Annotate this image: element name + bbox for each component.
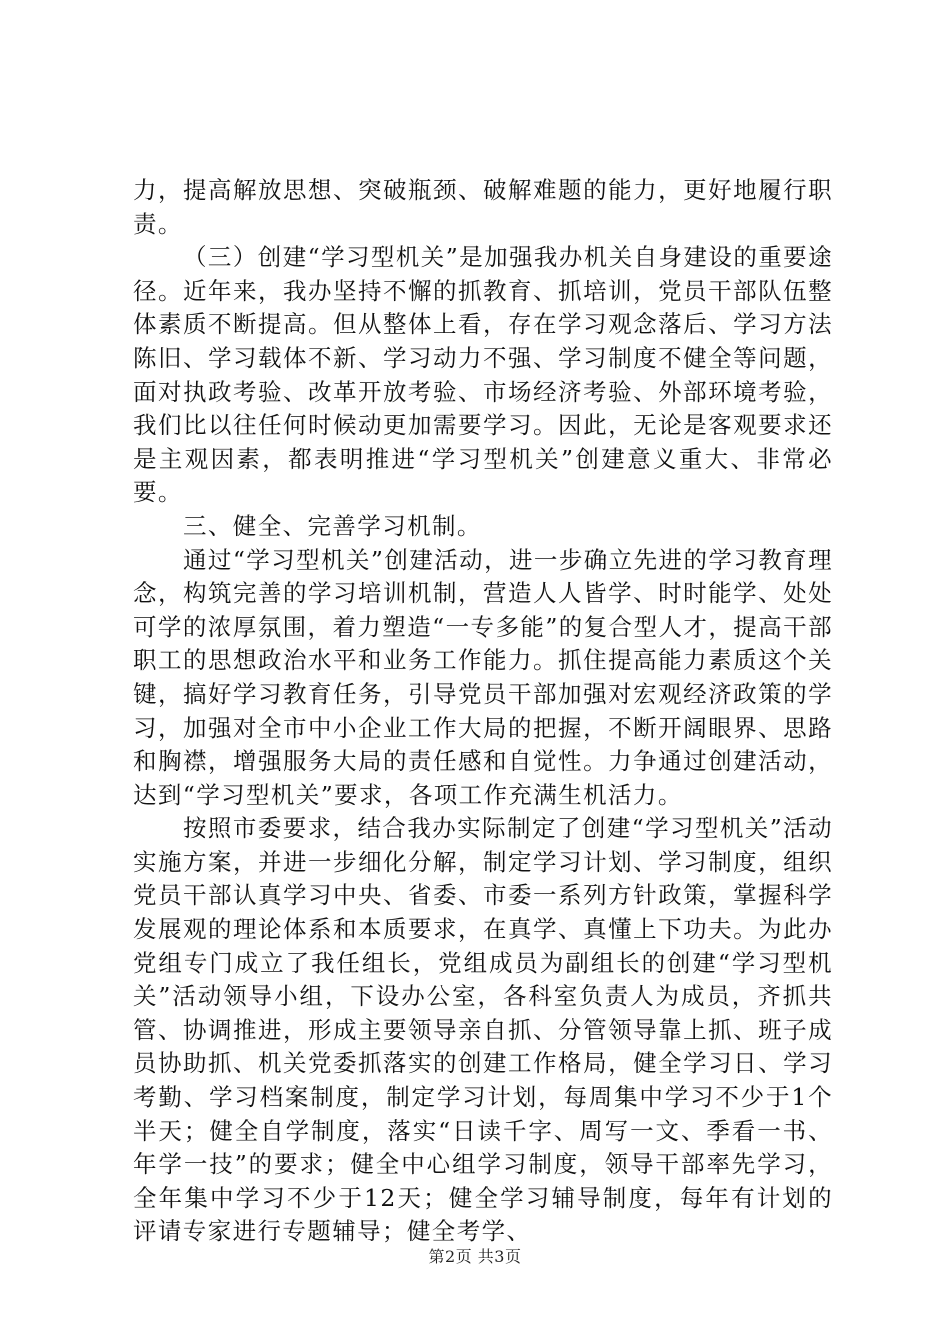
page-footer: 第2页 共3页 bbox=[428, 1247, 522, 1266]
paragraph-implementation: 按照市委要求，结合我办实际制定了创建“学习型机关”活动实施方案，并进一步细化分解，制定学习计划、学习制度，组织党员干部认真学习中央、省委、市委一系列方针政策，掌握科学发展观的理论体系和本质要求，在真学、真懂上下功夫。为此办党组专门成立了我任组长，党组成员为副组长的创建“学习型机关”活动领导小组，下设办公室，各科室负责人为成员，齐抓共管、协调推进，形成主要领导亲自抓、分管领导靠上抓、班子成员协助抓、机关党委抓落实的创建工作格局，健全学习日、学习考勤、学习档案制度，制定学习计划，每周集中学习不少于1个半天；健全自学制度，落实“日读千字、周写一文、季看一书、年学一技”的要求；健全中心组学习制度，领导干部率先学习，全年集中学习不少于12天；健全学习辅导制度，每年有计划的评请专家进行专题辅导；健全考学、 bbox=[133, 814, 833, 1246]
section-heading: 三、健全、完善学习机制。 bbox=[183, 511, 482, 540]
paragraph-goals: 通过“学习型机关”创建活动，进一步确立先进的学习教育理念，构筑完善的学习培训机制，营造人人皆学、时时能学、处处可学的浓厚氛围，着力塑造“一专多能”的复合型人才，提高干部职工的思想政治水平和业务工作能力。抓住提高能力素质这个关键，搞好学习教育任务，引导党员干部加强对宏观经济政策的学习，加强对全市中小企业工作大局的把握，不断开阔眼界、思路和胸襟，增强服务大局的责任感和自觉性。力争通过创建活动，达到“学习型机关”要求，各项工作充满生机活力。 bbox=[133, 545, 833, 809]
paragraph-section-three-point: （三）创建“学习型机关”是加强我办机关自身建设的重要途径。近年来，我办坚持不懈的抓教育、抓培训，党员干部队伍整体素质不断提高。但从整体上看，存在学习观念落后、学习方法陈旧、学习载体不新、学习动力不强、学习制度不健全等问题，面对执政考验、改革开放考验、市场经济考验、外部环境考验，我们比以往任何时候动更加需要学习。因此，无论是客观要求还是主观因素，都表明推进“学习型机关”创建意义重大、非常必要。 bbox=[133, 243, 833, 507]
paragraph-continuation: 力，提高解放思想、突破瓶颈、破解难题的能力，更好地履行职责。 bbox=[133, 176, 833, 238]
document-body bbox=[133, 174, 833, 1249]
